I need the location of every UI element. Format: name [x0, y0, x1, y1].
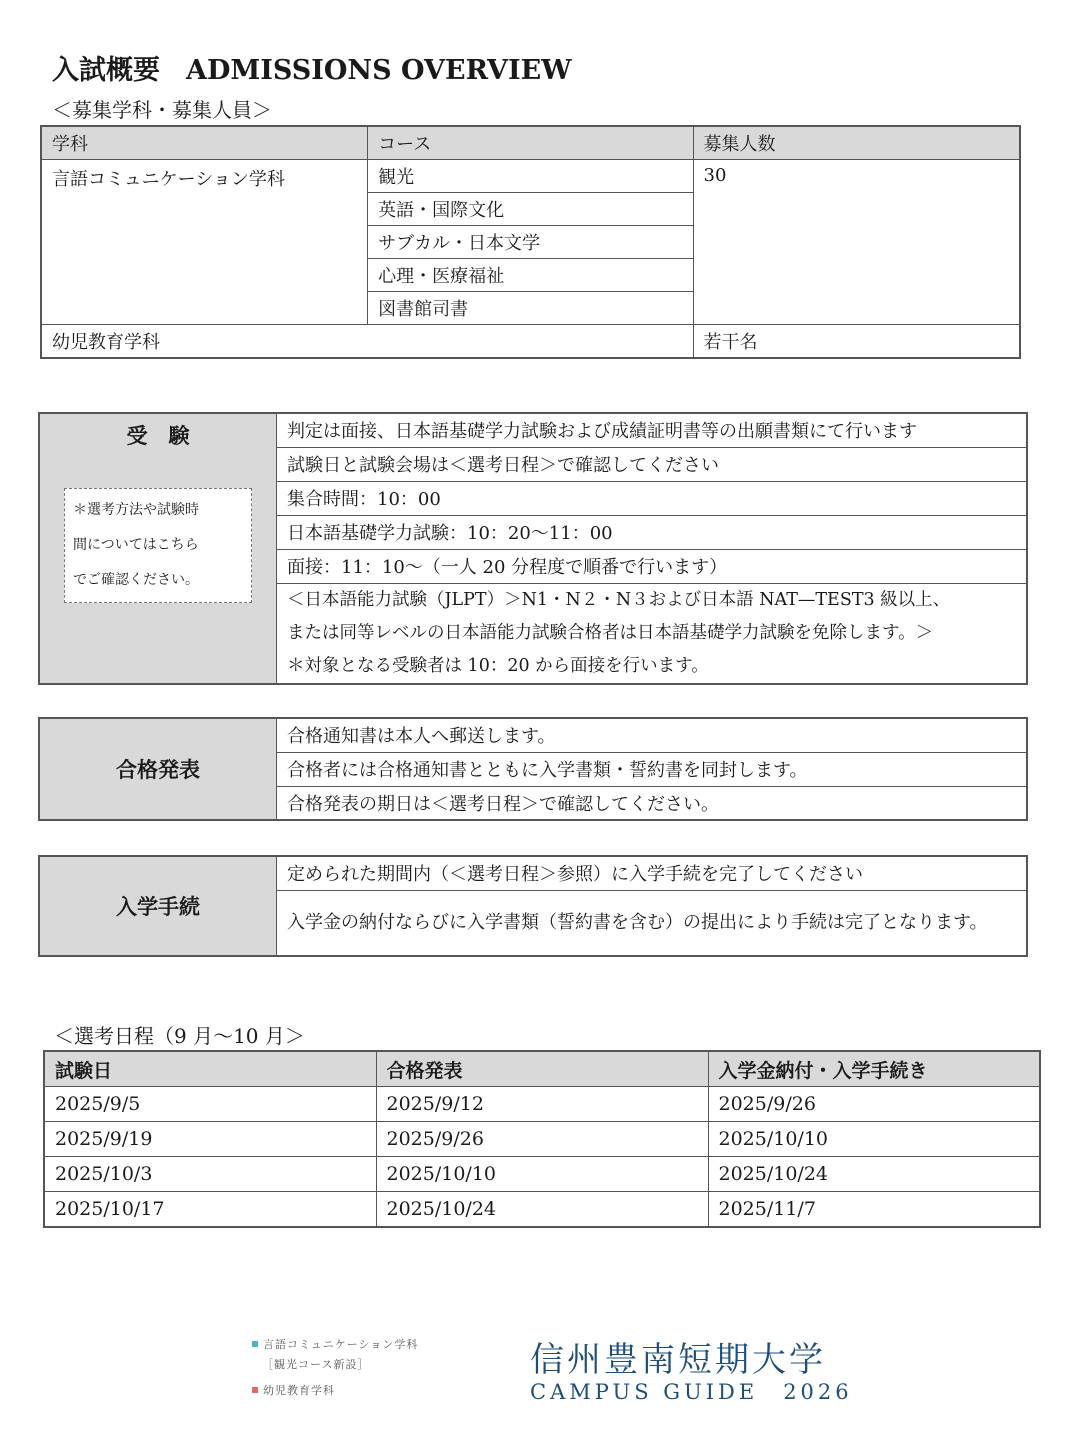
- header-course: コース: [368, 126, 693, 160]
- result-date: 2025/10/10: [376, 1157, 708, 1192]
- course-name: 図書館司書: [368, 292, 693, 325]
- jlpt-line: ＊対象となる受験者は 10：20 から面接を行います。: [287, 655, 709, 676]
- results-row: 合格発表の期日は＜選考日程＞で確認してください。: [277, 786, 1028, 820]
- exam-row: 試験日と試験会場は＜選考日程＞で確認してください: [277, 447, 1028, 481]
- teal-square-icon: [252, 1341, 258, 1347]
- table-row: [44, 1087, 1040, 1122]
- header-enroll-date: 入学金納付・入学手続き: [708, 1051, 1040, 1087]
- exam-row: 判定は面接、日本語基礎学力試験および成績証明書等の出願書類にて行います: [277, 413, 1028, 447]
- header-department: 学科: [41, 126, 368, 160]
- campus-guide-label: CAMPUS GUIDE 2026: [530, 1380, 853, 1404]
- table-row: [39, 856, 1027, 890]
- table-row: [41, 160, 1020, 193]
- enroll-row: 入学金の納付ならびに入学書類（誓約書を含む）の提出により手続は完了となります。: [277, 890, 1028, 956]
- exam-date: 2025/10/3: [44, 1157, 376, 1192]
- jlpt-exemption: [277, 583, 1028, 684]
- page-title-ja: 入試概要: [52, 55, 160, 86]
- jlpt-line: ＜日本語能力試験（JLPT）＞N1・N２・N３および日本語 NAT—TEST3 級以上、: [287, 589, 951, 610]
- table-row: [39, 718, 1027, 752]
- results-row: 合格者には合格通知書とともに入学書類・誓約書を同封します。: [277, 752, 1028, 786]
- results-row: 合格通知書は本人へ郵送します。: [277, 718, 1028, 752]
- capacity-value: 若干名: [693, 325, 1020, 359]
- exam-label: 受 験: [126, 424, 190, 448]
- department-name: 言語コミュニケーション学科: [41, 160, 368, 325]
- footer-dept-a-sub: ［観光コース新設］: [262, 1358, 370, 1371]
- table-row: [41, 325, 1020, 359]
- note-line: 間についてはこちら: [73, 537, 199, 553]
- table-row: [44, 1192, 1040, 1228]
- schedule-table: [43, 1050, 1041, 1228]
- enroll-date: 2025/9/26: [708, 1087, 1040, 1122]
- page-title: [52, 48, 572, 87]
- programs-table: [40, 125, 1021, 359]
- header-capacity: 募集人数: [693, 126, 1020, 160]
- page-title-en: ADMISSIONS OVERVIEW: [186, 55, 572, 86]
- result-date: 2025/10/24: [376, 1192, 708, 1228]
- college-name: 信州豊南短期大学: [530, 1340, 826, 1380]
- exam-row: 集合時間：10：00: [277, 481, 1028, 515]
- exam-date: 2025/10/17: [44, 1192, 376, 1228]
- footer-dept-a-label: 言語コミュニケーション学科: [263, 1338, 419, 1351]
- course-name: 観光: [368, 160, 693, 193]
- footer-dept-b: [252, 1382, 335, 1398]
- table-row: [44, 1122, 1040, 1157]
- footer-dept-a: [252, 1336, 418, 1352]
- enroll-date: 2025/10/10: [708, 1122, 1040, 1157]
- header-result-date: 合格発表: [376, 1051, 708, 1087]
- programs-heading: ＜募集学科・募集人員＞: [52, 98, 272, 122]
- table-row: [39, 413, 1027, 447]
- course-name: サブカル・日本文学: [368, 226, 693, 259]
- schedule-heading: ＜選考日程（9 月〜10 月＞: [54, 1024, 305, 1048]
- result-date: 2025/9/12: [376, 1087, 708, 1122]
- enroll-date: 2025/10/24: [708, 1157, 1040, 1192]
- table-row: [41, 126, 1020, 160]
- enroll-date: 2025/11/7: [708, 1192, 1040, 1228]
- course-name: 心理・医療福祉: [368, 259, 693, 292]
- course-name: 英語・国際文化: [368, 193, 693, 226]
- department-name: 幼児教育学科: [41, 325, 693, 359]
- table-row: [44, 1051, 1040, 1087]
- exam-label-cell: [39, 413, 277, 684]
- exam-note: [64, 488, 252, 603]
- exam-row: 日本語基礎学力試験：10：20〜11：00: [277, 515, 1028, 549]
- enroll-row: 定められた期間内（＜選考日程＞参照）に入学手続を完了してください: [277, 856, 1028, 890]
- exam-table: [38, 412, 1028, 685]
- results-label: 合格発表: [39, 718, 277, 820]
- jlpt-line: または同等レベルの日本語能力試験合格者は日本語基礎学力試験を免除します。＞: [287, 622, 934, 643]
- exam-date: 2025/9/5: [44, 1087, 376, 1122]
- header-exam-date: 試験日: [44, 1051, 376, 1087]
- result-date: 2025/9/26: [376, 1122, 708, 1157]
- note-line: ＊選考方法や試験時: [73, 502, 199, 518]
- footer-dept-b-label: 幼児教育学科: [263, 1384, 335, 1397]
- enroll-table: [38, 855, 1028, 957]
- red-square-icon: [252, 1387, 258, 1393]
- exam-date: 2025/9/19: [44, 1122, 376, 1157]
- exam-row: 面接：11：10〜（一人 20 分程度で順番で行います）: [277, 549, 1028, 583]
- capacity-value: 30: [693, 160, 1020, 325]
- note-line: でご確認ください。: [73, 572, 199, 588]
- enroll-label: 入学手続: [39, 856, 277, 956]
- results-table: [38, 717, 1028, 821]
- table-row: [44, 1157, 1040, 1192]
